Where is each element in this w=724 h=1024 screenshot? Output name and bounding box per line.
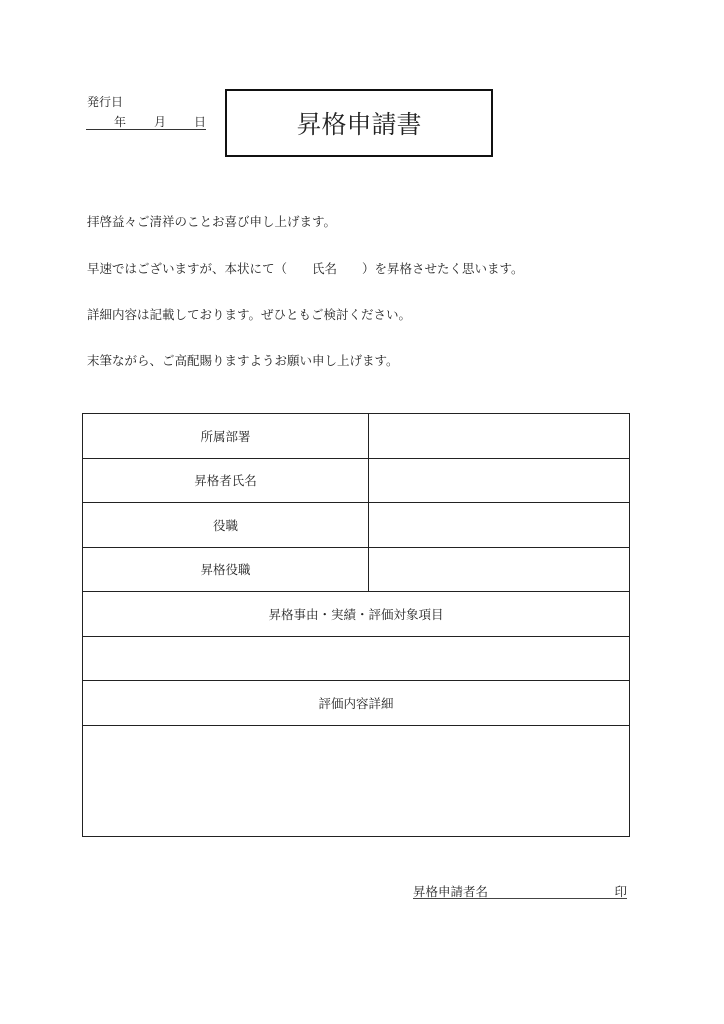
detail-header: 評価内容詳細 bbox=[83, 681, 630, 726]
applicant-label: 昇格申請者名 bbox=[413, 884, 489, 899]
table-row bbox=[83, 458, 630, 503]
table-row bbox=[83, 414, 630, 459]
position-field[interactable] bbox=[369, 503, 630, 548]
row-label: 所属部署 bbox=[83, 414, 369, 459]
document-title: 昇格申請書 bbox=[225, 89, 493, 157]
detail-field[interactable] bbox=[83, 725, 630, 836]
paragraph-request: 早速ではございますが、本状にて（ 氏名 ）を昇格させたく思います。 bbox=[87, 261, 524, 276]
reason-header: 昇格事由・実績・評価対象項目 bbox=[83, 592, 630, 637]
candidate-name-field[interactable] bbox=[369, 458, 630, 503]
paragraph-greeting: 拝啓益々ご清祥のことお喜び申し上げます。 bbox=[87, 214, 337, 229]
row-label: 昇格役職 bbox=[83, 547, 369, 592]
table-row bbox=[83, 503, 630, 548]
row-label: 昇格者氏名 bbox=[83, 458, 369, 503]
reason-field[interactable] bbox=[83, 636, 630, 681]
table-row bbox=[83, 547, 630, 592]
month-label: 月 bbox=[154, 115, 167, 129]
issue-date-field[interactable] bbox=[86, 113, 206, 130]
table-row bbox=[83, 681, 630, 726]
seal-label: 印 bbox=[614, 884, 627, 899]
applicant-signature-field[interactable] bbox=[413, 882, 627, 899]
row-label: 役職 bbox=[83, 503, 369, 548]
paragraph-details: 詳細内容は記載しております。ぜひともご検討ください。 bbox=[87, 307, 412, 322]
department-field[interactable] bbox=[369, 414, 630, 459]
issue-date-label: 発行日 bbox=[87, 95, 124, 109]
table-row bbox=[83, 636, 630, 681]
year-label: 年 bbox=[114, 115, 127, 129]
day-label: 日 bbox=[194, 115, 207, 129]
table-row bbox=[83, 592, 630, 637]
table-row bbox=[83, 725, 630, 836]
new-position-field[interactable] bbox=[369, 547, 630, 592]
paragraph-closing: 末筆ながら、ご高配賜りますようお願い申し上げます。 bbox=[87, 353, 399, 368]
application-table bbox=[82, 413, 630, 837]
